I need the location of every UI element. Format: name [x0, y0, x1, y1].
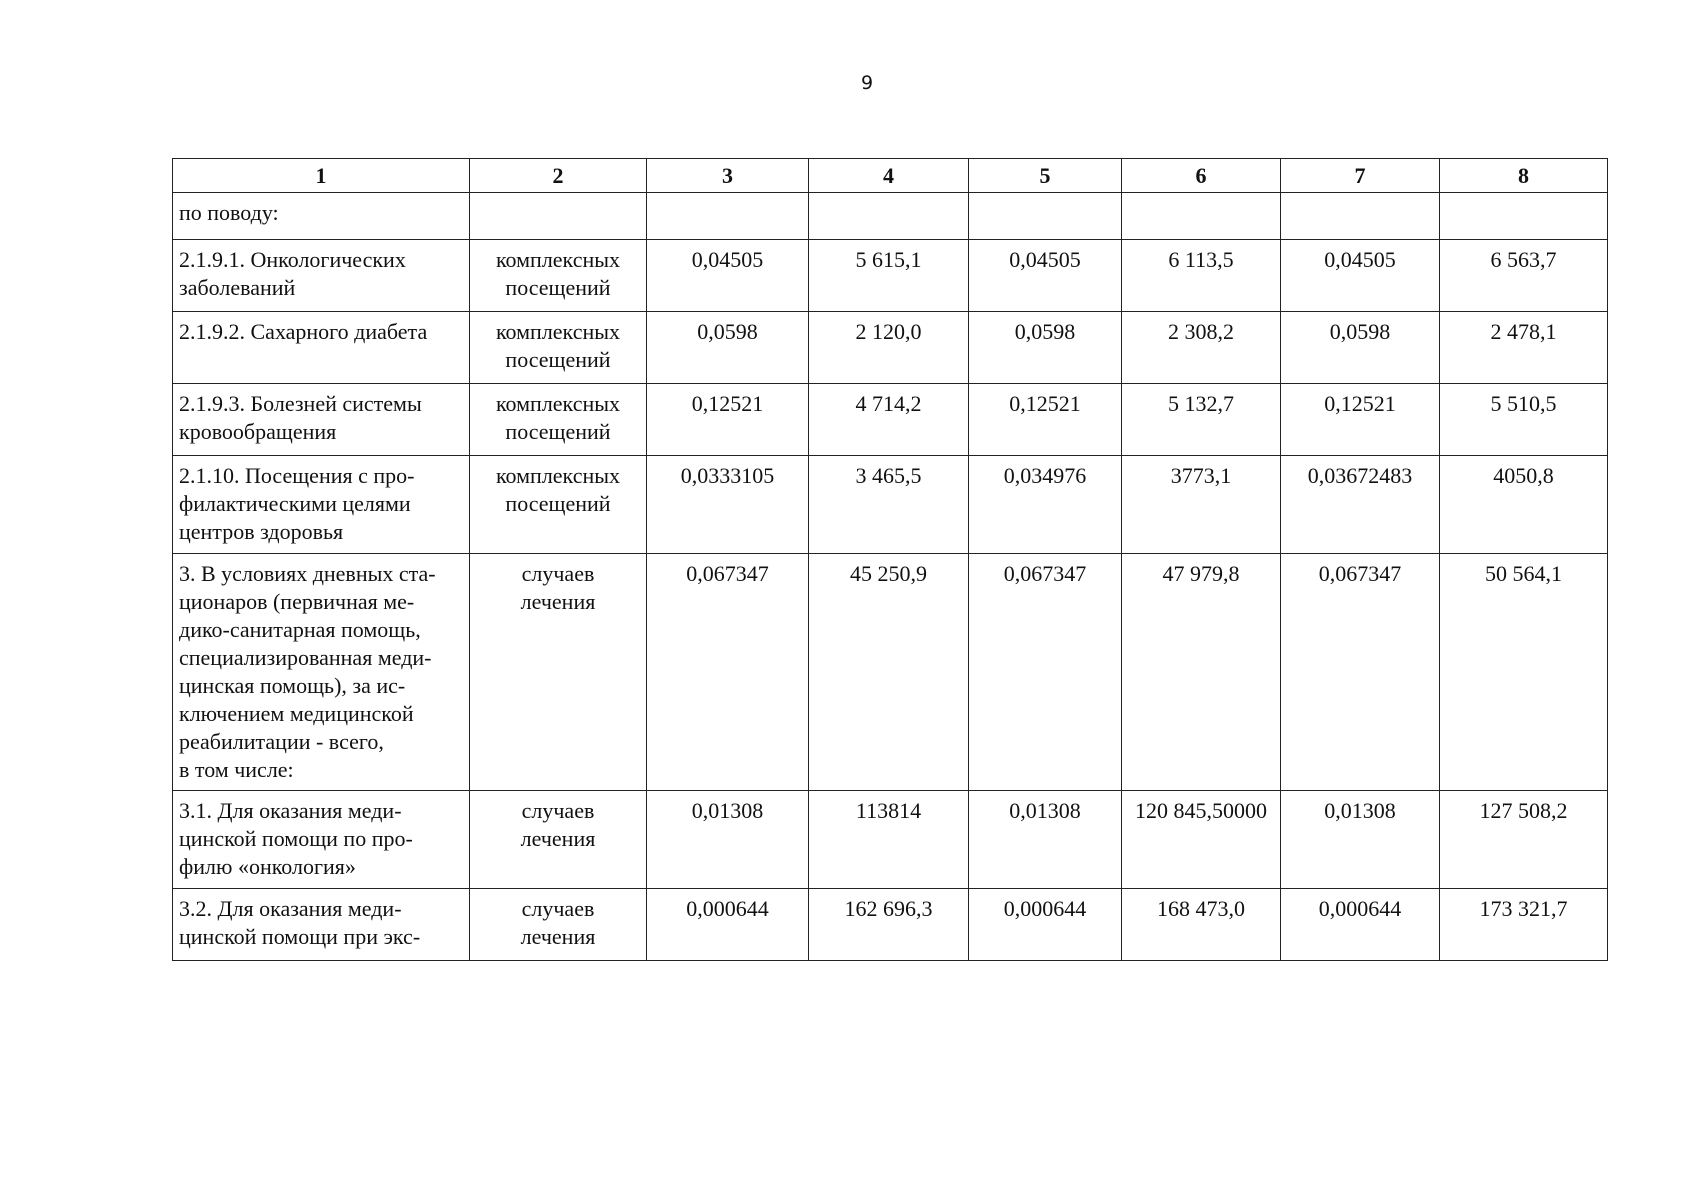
row-value: 113814 [809, 791, 969, 889]
row-value [1122, 193, 1281, 240]
row-indicator-name: по поводу: [173, 193, 470, 240]
row-indicator-name: 3.1. Для оказания меди- цинской помощи по про- филю «онкология» [173, 791, 470, 889]
row-value: 0,04505 [647, 240, 809, 312]
row-value: 47 979,8 [1122, 554, 1281, 791]
row-value: 0,12521 [647, 384, 809, 456]
row-unit [470, 193, 647, 240]
row-unit: случаев лечения [470, 554, 647, 791]
row-value: 0,01308 [969, 791, 1122, 889]
row-value [809, 193, 969, 240]
table-row [173, 791, 1608, 889]
row-value: 4050,8 [1440, 456, 1608, 554]
row-unit: случаев лечения [470, 791, 647, 889]
row-value: 5 132,7 [1122, 384, 1281, 456]
table-row [173, 889, 1608, 961]
row-value: 0,01308 [1281, 791, 1440, 889]
row-value: 6 563,7 [1440, 240, 1608, 312]
row-value [1440, 193, 1608, 240]
row-value: 0,04505 [969, 240, 1122, 312]
row-value: 4 714,2 [809, 384, 969, 456]
row-value: 0,0333105 [647, 456, 809, 554]
page-number: 9 [860, 72, 874, 94]
row-indicator-name: 3. В условиях дневных ста- ционаров (первичная ме- дико-санитарная помощь, специализированная меди- цинская помощь), за ис- ключением медицинской реабилитации - всего, в том числе: [173, 554, 470, 791]
table-row [173, 193, 1608, 240]
row-unit: комплексных посещений [470, 240, 647, 312]
row-value: 2 120,0 [809, 312, 969, 384]
table-row [173, 240, 1608, 312]
row-value: 0,0598 [647, 312, 809, 384]
row-value: 5 615,1 [809, 240, 969, 312]
row-value: 0,067347 [647, 554, 809, 791]
row-indicator-name: 2.1.9.2. Сахарного диабета [173, 312, 470, 384]
row-value: 0,000644 [969, 889, 1122, 961]
row-unit: комплексных посещений [470, 312, 647, 384]
row-value: 0,01308 [647, 791, 809, 889]
row-value: 168 473,0 [1122, 889, 1281, 961]
row-value: 0,000644 [647, 889, 809, 961]
row-indicator-name: 3.2. Для оказания меди- цинской помощи при экс- [173, 889, 470, 961]
row-value: 0,034976 [969, 456, 1122, 554]
table-row [173, 384, 1608, 456]
row-value: 0,0598 [1281, 312, 1440, 384]
column-header: 3 [647, 159, 809, 193]
row-indicator-name: 2.1.9.1. Онкологических заболеваний [173, 240, 470, 312]
row-value: 0,0598 [969, 312, 1122, 384]
data-table [172, 158, 1608, 961]
row-value: 3773,1 [1122, 456, 1281, 554]
row-unit: случаев лечения [470, 889, 647, 961]
column-header: 1 [173, 159, 470, 193]
row-value: 127 508,2 [1440, 791, 1608, 889]
row-value: 0,067347 [1281, 554, 1440, 791]
row-value: 2 478,1 [1440, 312, 1608, 384]
row-value: 3 465,5 [809, 456, 969, 554]
row-value: 2 308,2 [1122, 312, 1281, 384]
row-value [969, 193, 1122, 240]
row-value: 162 696,3 [809, 889, 969, 961]
row-value: 0,12521 [969, 384, 1122, 456]
table-row [173, 456, 1608, 554]
column-header: 6 [1122, 159, 1281, 193]
row-value: 6 113,5 [1122, 240, 1281, 312]
column-header: 5 [969, 159, 1122, 193]
row-indicator-name: 2.1.10. Посещения с про- филактическими целями центров здоровья [173, 456, 470, 554]
row-value: 45 250,9 [809, 554, 969, 791]
row-unit: комплексных посещений [470, 456, 647, 554]
column-header: 2 [470, 159, 647, 193]
row-unit: комплексных посещений [470, 384, 647, 456]
table-row [173, 554, 1608, 791]
row-indicator-name: 2.1.9.3. Болезней системы кровообращения [173, 384, 470, 456]
row-value: 120 845,50000 [1122, 791, 1281, 889]
row-value: 173 321,7 [1440, 889, 1608, 961]
column-header: 4 [809, 159, 969, 193]
column-header: 8 [1440, 159, 1608, 193]
row-value: 5 510,5 [1440, 384, 1608, 456]
header-row [173, 159, 1608, 193]
row-value [647, 193, 809, 240]
table-row [173, 312, 1608, 384]
row-value: 0,03672483 [1281, 456, 1440, 554]
row-value: 0,04505 [1281, 240, 1440, 312]
column-header: 7 [1281, 159, 1440, 193]
row-value [1281, 193, 1440, 240]
row-value: 0,067347 [969, 554, 1122, 791]
row-value: 0,12521 [1281, 384, 1440, 456]
row-value: 0,000644 [1281, 889, 1440, 961]
row-value: 50 564,1 [1440, 554, 1608, 791]
